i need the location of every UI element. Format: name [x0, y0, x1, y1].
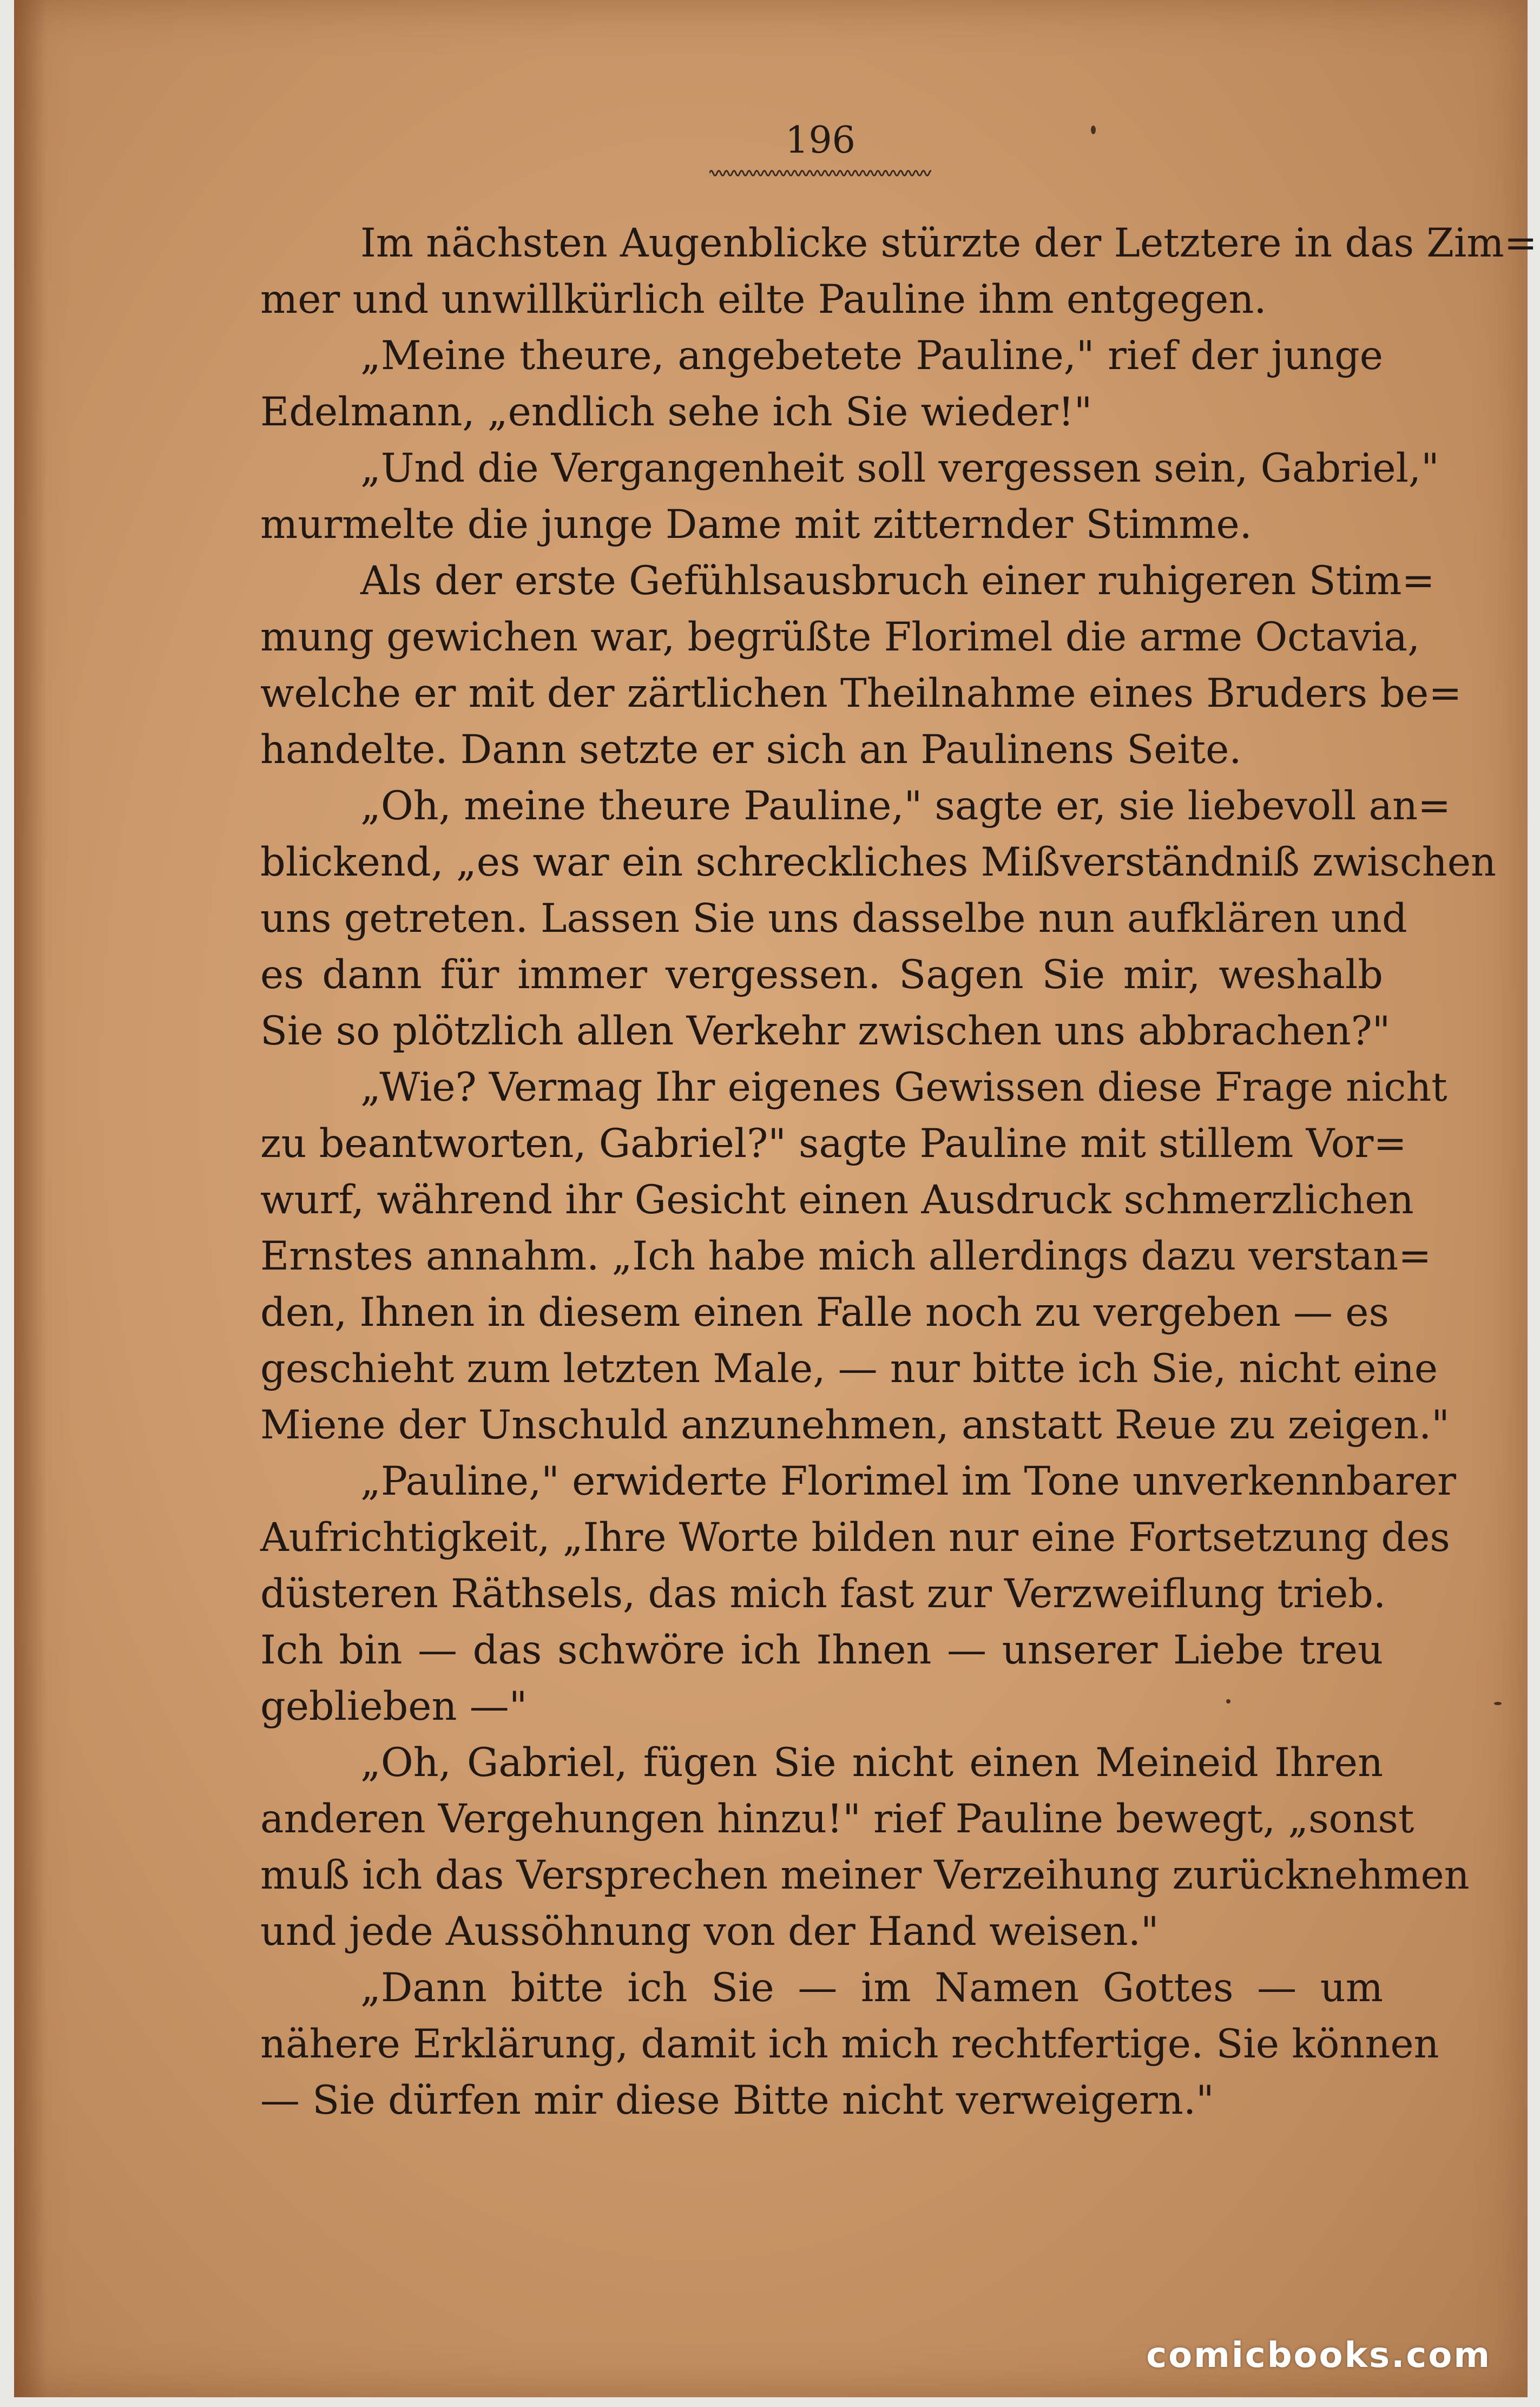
text-line: geschieht zum letzten Male, — nur bitte ich Sie, nicht eine [260, 1346, 1438, 1392]
text-line: Sie so plötzlich allen Verkehr zwischen uns abbrachen?" [260, 1008, 1391, 1054]
ink-speck [1226, 1699, 1230, 1704]
text-line: handelte. Dann setzte er sich an Paulinens Seite. [260, 727, 1242, 773]
text-line: wurf, während ihr Gesicht einen Ausdruck schmerzlichen [260, 1177, 1414, 1223]
text-line: zu beantworten, Gabriel?" sagte Pauline mit stillem Vor= [260, 1121, 1407, 1167]
text-line: Aufrichtigkeit, „Ihre Worte bilden nur eine Fortsetzung des [260, 1515, 1450, 1561]
ink-speck [1494, 1702, 1502, 1705]
wavy-rule-ornament [709, 165, 931, 181]
text-line: uns getreten. Lassen Sie uns dasselbe nun aufklären und [260, 896, 1407, 942]
text-line: blickend, „es war ein schreckliches Mißverständniß zwischen [260, 839, 1496, 885]
text-line: welche er mit der zärtlichen Theilnahme eines Bruders be= [260, 670, 1462, 716]
text-line: Als der erste Gefühlsausbruch einer ruhigeren Stim= [360, 558, 1435, 604]
text-line: Edelmann, „endlich sehe ich Sie wieder!" [260, 389, 1093, 435]
text-line: den, Ihnen in diesem einen Falle noch zu vergeben — es [260, 1290, 1389, 1336]
text-line: düsteren Räthsels, das mich fast zur Verzweiflung trieb. [260, 1571, 1386, 1617]
text-line: geblieben —" [260, 1683, 528, 1729]
text-line: Im nächsten Augenblicke stürzte der Letztere in das Zim= [360, 220, 1537, 266]
page-edge-shadow [14, 0, 47, 2397]
text-line: „Meine theure, angebetete Pauline," rief der junge [360, 333, 1383, 379]
watermark-logo: comicbooks.com [1146, 2336, 1491, 2376]
text-line: und jede Aussöhnung von der Hand weisen." [260, 1909, 1159, 1955]
text-line: murmelte die junge Dame mit zitternder Stimme. [260, 502, 1252, 548]
text-line: mung gewichen war, begrüßte Florimel die arme Octavia, [260, 614, 1420, 660]
text-line: „Und die Vergangenheit soll vergessen sein, Gabriel," [360, 445, 1439, 491]
text-line: Miene der Unschuld anzunehmen, anstatt Reue zu zeigen." [260, 1402, 1450, 1448]
book-page [14, 0, 1537, 2397]
text-line: mer und unwillkürlich eilte Pauline ihm entgegen. [260, 277, 1267, 323]
ink-speck [1091, 126, 1096, 134]
text-line: „Oh, Gabriel, fügen Sie nicht einen Meineid Ihren [360, 1740, 1383, 1786]
text-line: es dann für immer vergessen. Sagen Sie mir, weshalb [260, 952, 1383, 998]
text-line: Ernstes annahm. „Ich habe mich allerdings dazu verstan= [260, 1233, 1432, 1279]
text-line: „Dann bitte ich Sie — im Namen Gottes — um [360, 1965, 1383, 2011]
text-line: „Wie? Vermag Ihr eigenes Gewissen diese Frage nicht [360, 1064, 1447, 1110]
text-line: „Oh, meine theure Pauline," sagte er, sie liebevoll an= [360, 783, 1451, 829]
text-line: Ich bin — das schwöre ich Ihnen — unserer Liebe treu [260, 1627, 1383, 1673]
text-line: „Pauline," erwiderte Florimel im Tone unverkennbarer [360, 1458, 1457, 1504]
text-line: — Sie dürfen mir diese Bitte nicht verweigern." [260, 2077, 1214, 2123]
page-number: 196 [785, 119, 855, 162]
body-text [260, 215, 1537, 2129]
text-line: muß ich das Versprechen meiner Verzeihung zurücknehmen [260, 1852, 1470, 1898]
text-line: anderen Vergehungen hinzu!" rief Pauline bewegt, „sonst [260, 1796, 1414, 1842]
text-line: nähere Erklärung, damit ich mich rechtfertige. Sie können [260, 2021, 1439, 2067]
